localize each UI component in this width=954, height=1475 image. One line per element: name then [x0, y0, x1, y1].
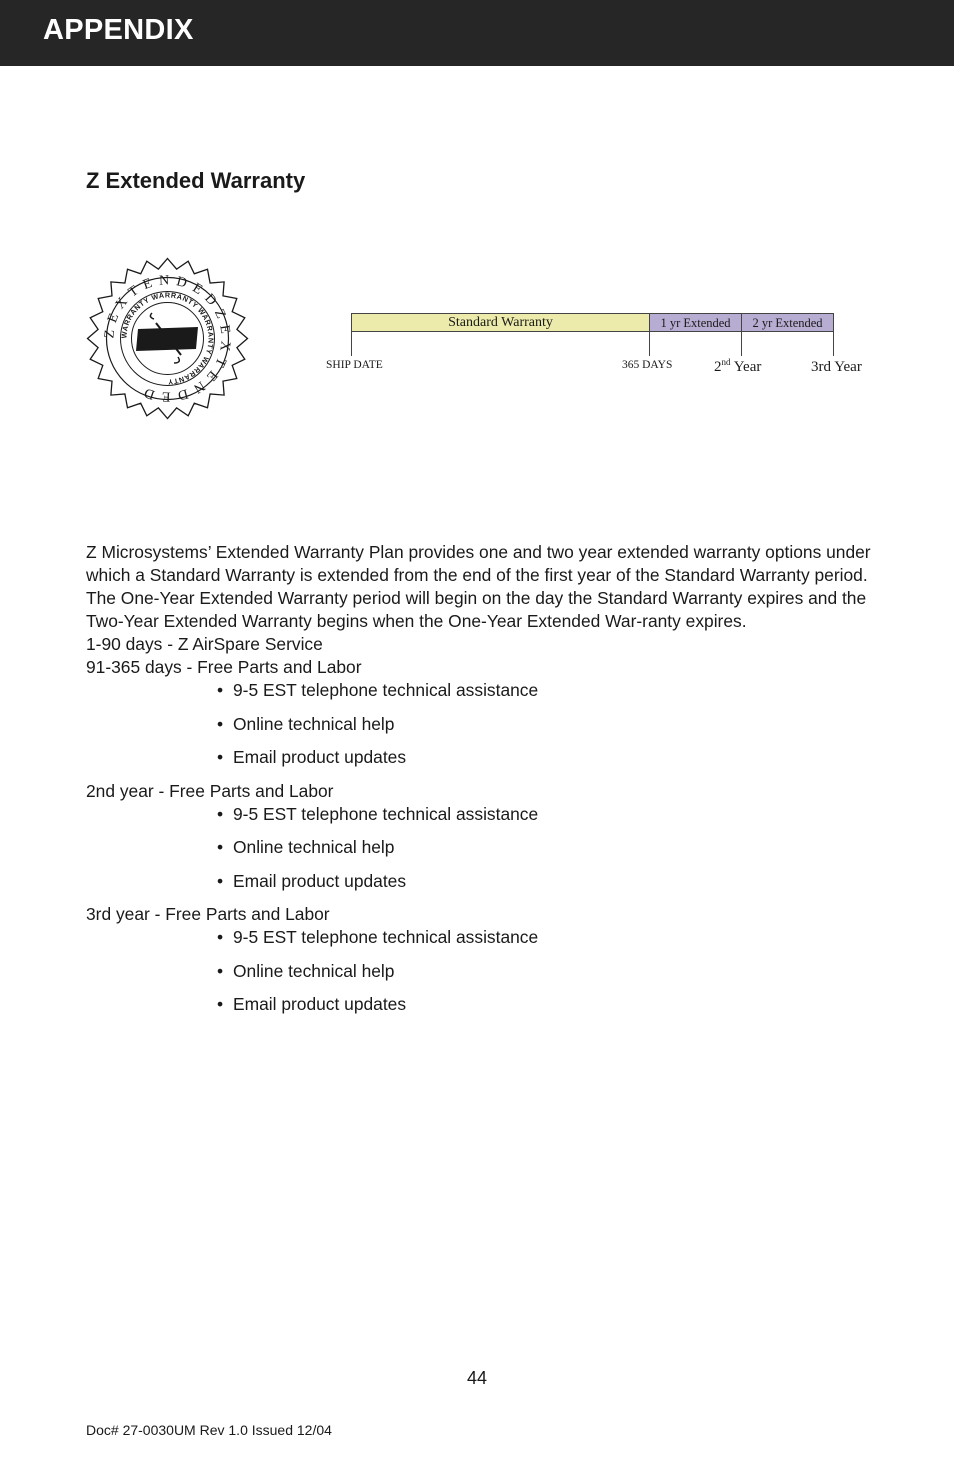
tier-heading: 91-365 days - Free Parts and Labor	[86, 657, 362, 677]
doc-footer: Doc# 27-0030UM Rev 1.0 Issued 12/04	[86, 1422, 332, 1438]
label-365-days: 365 DAYS	[622, 359, 673, 371]
tier-2nd-year	[86, 780, 876, 893]
label-ship-date: SHIP DATE	[326, 359, 383, 371]
label-3rd-year: 3rd Year	[811, 359, 862, 375]
paragraph: The One-Year Extended Warranty period will begin on the day the Standard Warranty expires and the Two-Year Extended Warranty begins when the One-Year Extended War-ranty expires.	[86, 588, 867, 631]
seal-outer-text: Z E X T E N D E D Z E X T E N D E D	[102, 273, 233, 404]
tick-2nd-year	[741, 332, 742, 356]
bullet-list	[86, 926, 876, 1016]
list-item: • Email product updates	[217, 994, 407, 1014]
bullet-list	[86, 679, 876, 769]
warranty-timeline	[320, 305, 880, 385]
tier-heading: 2nd year - Free Parts and Labor	[86, 780, 334, 801]
extended-warranty-seal-icon	[86, 257, 249, 420]
segment-standard-warranty: Standard Warranty	[351, 313, 650, 332]
tier-91-365	[86, 656, 876, 769]
seal-inner-text: WARRANTY WARRANTY WARRANTY WARRANTY	[119, 290, 216, 387]
page-number: 44	[466, 1368, 488, 1388]
header-title: APPENDIX	[43, 14, 194, 46]
bullet-list	[86, 803, 876, 893]
warranty-description	[86, 541, 876, 1027]
list-item: • Online technical help	[217, 713, 395, 734]
list-item: • 9-5 EST telephone technical assistance	[217, 803, 539, 824]
tick-ship-date	[351, 332, 352, 356]
section-title: Z Extended Warranty	[86, 168, 306, 193]
label-2nd-year: 2nd Year	[714, 357, 762, 375]
tick-3rd-year	[833, 332, 834, 356]
list-item: • 9-5 EST telephone technical assistance	[217, 680, 539, 700]
list-item: • Email product updates	[217, 870, 407, 891]
list-item: • Online technical help	[217, 837, 395, 857]
tier-heading: 1-90 days - Z AirSpare Service	[86, 634, 323, 654]
segment-2yr-extended: 2 yr Extended	[741, 313, 834, 332]
segment-1yr-extended: 1 yr Extended	[649, 313, 742, 332]
list-item: • 9-5 EST telephone technical assistance	[217, 927, 539, 947]
header-bar	[0, 0, 954, 66]
tier-3rd-year	[86, 903, 876, 1016]
list-item: • Online technical help	[217, 960, 395, 981]
tier-heading: 3rd year - Free Parts and Labor	[86, 904, 330, 924]
paragraph: Z Microsystems’ Extended Warranty Plan provides one and two year extended warranty options under which a Standard Warranty is extended from the end of the first year of the Standard Warranty period.	[86, 542, 871, 585]
tick-365-days	[649, 332, 650, 356]
list-item: • Email product updates	[217, 747, 407, 767]
